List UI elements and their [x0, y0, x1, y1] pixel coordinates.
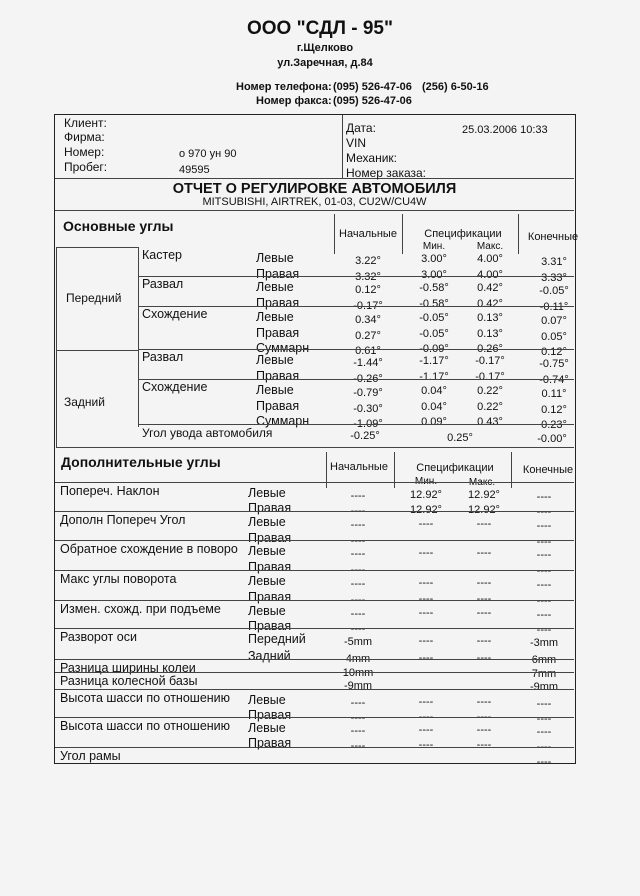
extra-row-initial: ---- — [350, 564, 366, 576]
extra-row-min: ---- — [418, 711, 434, 723]
main-row-min: -0.05° — [419, 312, 449, 324]
main-row-final: -0.74° — [539, 374, 569, 386]
phone-number-1: (095) 526-47-06 — [333, 81, 412, 93]
extra-row-max: ---- — [476, 635, 492, 647]
main-row-side: Левые — [256, 310, 294, 324]
extra-row-min: ---- — [418, 518, 434, 530]
extra-row-max: ---- — [476, 547, 492, 559]
extra-row-side: Левые — [248, 544, 286, 558]
main-row-max: 0.22° — [477, 385, 503, 397]
extra-row-final: ---- — [536, 741, 552, 753]
extra-row-max: ---- — [476, 724, 492, 736]
extra-row-initial: ---- — [350, 519, 366, 531]
main-row-min: -0.05° — [419, 328, 449, 340]
main-row-initial: -1.09° — [353, 418, 383, 430]
main-row-side: Суммарн — [256, 414, 310, 428]
fax-label: Номер факса: — [256, 95, 332, 107]
main-row-max: 0.13° — [477, 312, 503, 324]
main-row-min: -0.58° — [419, 282, 449, 294]
extra-row-initial: ---- — [350, 548, 366, 560]
report-title: ОТЧЕТ О РЕГУЛИРОВКЕ АВТОМОБИЛЯ — [172, 181, 457, 197]
main-row-initial: -0.79° — [353, 387, 383, 399]
main-row-initial: 3.32° — [355, 271, 381, 283]
main-row-final: 3.31° — [541, 256, 567, 268]
extra-row-initial: ---- — [350, 535, 366, 547]
main-row-final: -0.75° — [539, 358, 569, 370]
extra-row-param: Разница колесной базы — [60, 674, 198, 688]
extra-row-final: ---- — [536, 565, 552, 577]
table-rule — [139, 349, 574, 350]
table-rule — [55, 570, 574, 571]
number-label: Номер: — [64, 145, 105, 159]
extra-row-final: 7mm — [531, 668, 557, 680]
extra-row-side: Левые — [248, 486, 286, 500]
extra-row-side: Правая — [248, 619, 292, 633]
fax-number: (095) 526-47-06 — [333, 95, 412, 107]
main-row-side: Левые — [256, 353, 294, 367]
extra-row-max: ---- — [476, 593, 492, 605]
extra-row-final: ---- — [536, 595, 552, 607]
extra-col-min: Мин. — [414, 476, 438, 487]
extra-row-final: ---- — [536, 491, 552, 503]
main-row-max: 0.42° — [477, 282, 503, 294]
extra-row-initial: ---- — [350, 608, 366, 620]
main-row-min: -0.09° — [419, 343, 449, 355]
thrust-angle-initial: -0.25° — [350, 430, 380, 442]
extra-row-final: ---- — [536, 726, 552, 738]
main-row-final: -0.05° — [539, 285, 569, 297]
main-row-final: 0.23° — [541, 419, 567, 431]
extra-row-min: ---- — [418, 635, 434, 647]
main-row-min: -0.58° — [419, 298, 449, 310]
extra-row-param: Обратное схождение в поворо — [60, 542, 238, 556]
group-rear-label: Задний — [64, 395, 105, 409]
extra-row-initial: -5mm — [343, 636, 373, 648]
extra-row-initial: ---- — [350, 578, 366, 590]
table-rule — [55, 600, 574, 601]
extra-row-param: Высота шасси по отношению — [60, 691, 231, 705]
extra-row-side: Правая — [248, 736, 292, 750]
main-row-param: Кастер — [142, 248, 182, 262]
date-value: 25.03.2006 10:33 — [462, 124, 548, 136]
extra-row-final: ---- — [536, 549, 552, 561]
main-row-final: -0.11° — [539, 301, 569, 313]
date-label: Дата: — [346, 121, 376, 135]
vin-label: VIN — [346, 136, 367, 150]
table-rule — [139, 306, 574, 307]
main-row-initial: 0.61° — [355, 345, 381, 357]
firm-label: Фирма: — [64, 130, 105, 144]
extra-row-final: ---- — [536, 713, 552, 725]
extra-row-min: ---- — [418, 593, 434, 605]
extra-row-side: Правая — [248, 590, 292, 604]
main-row-max: 4.00° — [477, 253, 503, 265]
number-value: о 970 ун 90 — [179, 148, 237, 160]
extra-row-side: Правая — [248, 531, 292, 545]
extra-row-initial: ---- — [350, 712, 366, 724]
extra-row-initial: ---- — [350, 697, 366, 709]
extra-row-initial: ---- — [350, 623, 366, 635]
main-row-param: Развал — [142, 277, 184, 291]
extra-row-initial: ---- — [350, 490, 366, 502]
main-row-initial: -0.30° — [353, 403, 383, 415]
extra-row-initial: ---- — [350, 505, 366, 517]
extra-row-side: Левые — [248, 604, 286, 618]
extra-row-param: Измен. схожд. при подъеме — [60, 602, 221, 616]
extra-row-min: ---- — [418, 577, 434, 589]
main-row-min: 3.00° — [421, 253, 447, 265]
extra-row-initial: ---- — [350, 594, 366, 606]
table-rule — [55, 717, 574, 718]
main-row-initial: -0.17° — [353, 300, 383, 312]
extra-row-max: ---- — [476, 577, 492, 589]
main-row-max: 0.22° — [477, 401, 503, 413]
extra-row-param: Дополн Попереч Угол — [60, 513, 186, 527]
main-row-side: Суммарн — [256, 341, 310, 355]
extra-row-min: 12.92° — [410, 489, 442, 501]
main-row-max: 0.42° — [477, 298, 503, 310]
extra-col-spec: Спецификации — [416, 462, 494, 474]
extra-row-max: ---- — [476, 607, 492, 619]
main-row-initial: 3.22° — [355, 255, 381, 267]
extra-row-param: Макс углы поворота — [60, 572, 177, 586]
extra-row-max: ---- — [476, 739, 492, 751]
table-rule — [139, 379, 574, 380]
extra-row-param: Попереч. Наклон — [60, 484, 160, 498]
main-row-side: Правая — [256, 326, 300, 340]
table-rule — [55, 659, 574, 660]
mechanic-label: Механик: — [346, 151, 397, 165]
main-row-max: -0.17° — [475, 355, 505, 367]
extra-row-initial: 4mm — [345, 653, 371, 665]
extra-col-max: Макс. — [468, 477, 496, 488]
main-row-side: Левые — [256, 251, 294, 265]
main-row-min: 0.09° — [421, 416, 447, 428]
main-row-max: 4.00° — [477, 269, 503, 281]
extra-row-min: ---- — [418, 547, 434, 559]
table-rule — [139, 424, 574, 425]
table-rule — [55, 747, 574, 748]
extra-row-max: ---- — [476, 711, 492, 723]
main-row-final: 0.07° — [541, 315, 567, 327]
extra-row-max: ---- — [476, 696, 492, 708]
main-row-initial: 0.34° — [355, 314, 381, 326]
extra-row-param: Разворот оси — [60, 630, 137, 644]
extra-row-max: 12.92° — [468, 489, 500, 501]
table-rule — [55, 689, 574, 690]
extra-col-initial: Начальные — [330, 461, 388, 473]
extra-row-side: Левые — [248, 693, 286, 707]
extra-row-max: ---- — [476, 518, 492, 530]
main-row-side: Правая — [256, 267, 300, 281]
table-rule — [55, 628, 574, 629]
main-row-final: 3.33° — [541, 272, 567, 284]
extra-row-final: ---- — [536, 624, 552, 636]
extra-row-final: ---- — [536, 536, 552, 548]
extra-row-min: ---- — [418, 696, 434, 708]
extra-row-side: Передний — [248, 632, 306, 646]
extra-row-max: 12.92° — [468, 504, 500, 516]
main-row-min: 0.04° — [421, 401, 447, 413]
main-row-initial: 0.27° — [355, 330, 381, 342]
extra-row-param: Разница ширины колеи — [60, 661, 196, 675]
main-row-initial: -1.44° — [353, 357, 383, 369]
table-rule — [55, 482, 574, 483]
main-row-final: 0.11° — [541, 388, 567, 400]
extra-row-initial: -9mm — [343, 680, 373, 692]
main-row-param: Развал — [142, 350, 184, 364]
extra-row-final: -9mm — [529, 681, 559, 693]
table-rule — [55, 511, 574, 512]
company-name: ООО "СДЛ - 95" — [247, 18, 393, 39]
main-row-param: Схождение — [142, 380, 208, 394]
extra-angles-heading: Дополнительные углы — [61, 454, 221, 470]
extra-row-final: ---- — [536, 520, 552, 532]
extra-row-final: ---- — [536, 756, 552, 768]
extra-row-final: ---- — [536, 506, 552, 518]
extra-row-param: Угол рамы — [60, 749, 121, 763]
main-angles-heading: Основные углы — [63, 218, 174, 234]
thrust-angle-spec: 0.25° — [447, 432, 473, 444]
main-row-initial: -0.26° — [353, 373, 383, 385]
extra-row-final: 6mm — [531, 654, 557, 666]
extra-row-side: Задний — [248, 649, 291, 663]
main-row-max: -0.17° — [475, 371, 505, 383]
main-col-max: Макс. — [476, 241, 504, 252]
main-row-final: 0.12° — [541, 346, 567, 358]
extra-row-initial: ---- — [350, 725, 366, 737]
table-rule — [139, 276, 574, 277]
mileage-value: 49595 — [179, 164, 210, 176]
main-row-min: 3.00° — [421, 269, 447, 281]
extra-row-final: ---- — [536, 698, 552, 710]
main-col-final: Конечные — [527, 231, 579, 243]
extra-row-min: ---- — [418, 607, 434, 619]
order-label: Номер заказа: — [346, 166, 427, 180]
main-col-min: Мин. — [422, 241, 446, 252]
table-rule — [55, 672, 574, 673]
extra-row-initial: ---- — [350, 740, 366, 752]
main-row-min: 0.04° — [421, 385, 447, 397]
main-row-side: Правая — [256, 399, 300, 413]
phone-label: Номер телефона: — [236, 81, 332, 93]
main-row-final: 0.05° — [541, 331, 567, 343]
extra-row-final: -3mm — [529, 637, 559, 649]
mileage-label: Пробег: — [64, 160, 108, 174]
company-city: г.Щелково — [296, 42, 354, 54]
report-subtitle: MITSUBISHI, AIRTREK, 01-03, CU2W/CU4W — [202, 196, 427, 208]
extra-row-side: Правая — [248, 501, 292, 515]
main-row-initial: 0.12° — [355, 284, 381, 296]
phone-number-2: (256) 6-50-16 — [422, 81, 489, 93]
extra-col-final: Конечные — [522, 464, 574, 476]
extra-row-min: 12.92° — [410, 504, 442, 516]
extra-row-final: ---- — [536, 579, 552, 591]
main-row-side: Правая — [256, 369, 300, 383]
main-row-min: -1.17° — [419, 371, 449, 383]
client-label: Клиент: — [64, 116, 107, 130]
main-row-max: 0.26° — [477, 343, 503, 355]
main-row-min: -1.17° — [419, 355, 449, 367]
company-street: ул.Заречная, д.84 — [277, 57, 373, 69]
main-row-side: Левые — [256, 280, 294, 294]
main-row-max: 0.13° — [477, 328, 503, 340]
main-col-spec: Спецификации — [424, 228, 502, 240]
extra-row-min: ---- — [418, 724, 434, 736]
extra-row-final: ---- — [536, 609, 552, 621]
extra-row-min: ---- — [418, 739, 434, 751]
main-row-side: Левые — [256, 383, 294, 397]
main-row-final: 0.12° — [541, 404, 567, 416]
extra-row-side: Левые — [248, 515, 286, 529]
table-rule — [55, 540, 574, 541]
main-row-side: Правая — [256, 296, 300, 310]
thrust-angle-label: Угол увода автомобиля — [142, 426, 273, 440]
group-front-label: Передний — [66, 291, 122, 305]
main-row-max: 0.43° — [477, 416, 503, 428]
extra-row-initial: 10mm — [342, 667, 374, 679]
extra-row-min: ---- — [418, 652, 434, 664]
thrust-angle-final: -0.00° — [537, 433, 567, 445]
extra-row-max: ---- — [476, 652, 492, 664]
extra-row-side: Левые — [248, 574, 286, 588]
main-row-param: Схождение — [142, 307, 208, 321]
main-col-initial: Начальные — [339, 228, 397, 240]
extra-row-side: Левые — [248, 721, 286, 735]
extra-row-side: Правая — [248, 708, 292, 722]
extra-row-side: Правая — [248, 560, 292, 574]
extra-row-param: Высота шасси по отношению — [60, 719, 231, 733]
